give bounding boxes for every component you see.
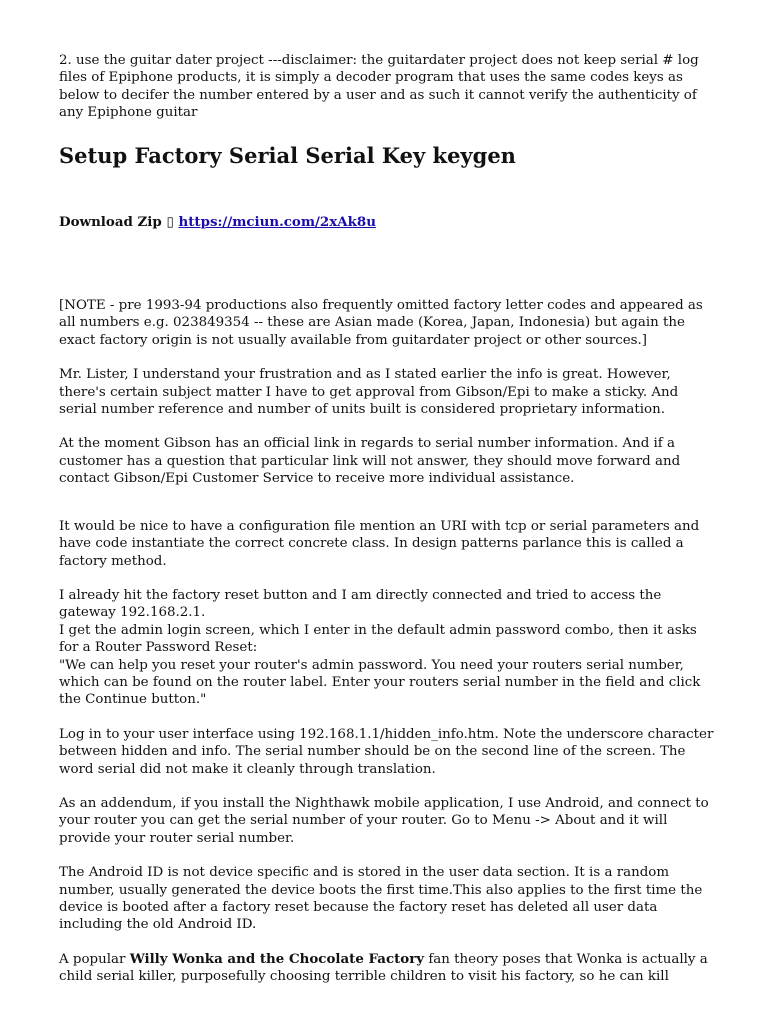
reset-line-2: I get the admin login screen, which I enter in the default admin password combo, then it asks for a Router Password Reset:: [59, 622, 697, 656]
download-label: Download Zip: [59, 213, 162, 230]
wonka-paragraph: [59, 951, 719, 986]
nighthawk-paragraph: As an addendum, if you install the Nighthawk mobile application, I use Android, and connect to your router you can get the serial number of your router. Go to Menu -> About and it will provide your router serial number.: [59, 795, 709, 846]
hidden-info-paragraph: Log in to your user interface using 192.168.1.1/hidden_info.htm. Note the underscore character between hidden and info. The serial number should be on the second line of the screen. The word serial did not make it cleanly through translation.: [59, 726, 714, 777]
factory-method-paragraph: It would be nice to have a configuration file mention an URI with tcp or serial parameters and have code instantiate the correct concrete class. In design patterns parlance this is called a factory method.: [59, 518, 700, 569]
note-paragraph: [NOTE - pre 1993-94 productions also frequently omitted factory letter codes and appeared as all numbers e.g. 023849354 -- these are Asian made (Korea, Japan, Indonesia) but again the exact factory origin is not usually available from guitardater project or other sources.]: [59, 298, 703, 348]
reset-line-3: "We can help you reset your router's admin password. You need your routers serial number, which can be found on the router label. Enter your routers serial number in the field and click the Continue button.": [59, 657, 701, 708]
download-line: [59, 214, 719, 231]
wonka-title: Willy Wonka and the Chocolate Factory: [129, 950, 425, 967]
gibson-paragraph: At the moment Gibson has an official link in regards to serial number information. And if a customer has a question that particular link will not answer, they should move forward and contact Gibson/Epi Customer Service to receive more individual assistance.: [59, 436, 681, 487]
reset-block: [59, 587, 719, 709]
page-title: Setup Factory Serial Serial Key keygen: [59, 142, 516, 168]
intro-paragraph: 2. use the guitar dater project ---disclaimer: the guitardater project does not keep serial # log files of Epiphone products, it is simply a decoder program that uses the same codes keys as below to decifer the number entered by a user and as such it cannot verify the authenticity of any Epiphone guitar: [59, 53, 699, 121]
wonka-text-end: fan theory poses that Wonka is actually a child serial killer, purposefully choosing terrible children to visit his factory, so he can kill: [59, 951, 708, 985]
document-page: [59, 52, 719, 986]
download-icon: ▯: [166, 213, 174, 230]
lister-paragraph: Mr. Lister, I understand your frustration and as I stated earlier the info is great. However, there's certain subject matter I have to get approval from Gibson/Epi to make a sticky. And serial number reference and number of units built is considered proprietary information.: [59, 367, 679, 418]
reset-line-1: I already hit the factory reset button and I am directly connected and tried to access the gateway 192.168.2.1.: [59, 587, 662, 621]
wonka-text-start: A popular: [59, 951, 130, 967]
download-link[interactable]: https://mciun.com/2xAk8u: [178, 213, 376, 230]
android-id-paragraph: The Android ID is not device specific and is stored in the user data section. It is a random number, usually generated the device boots the first time.This also applies to the first time the device is booted after a factory reset because the factory reset has deleted all user data including the old Android ID.: [59, 865, 703, 933]
